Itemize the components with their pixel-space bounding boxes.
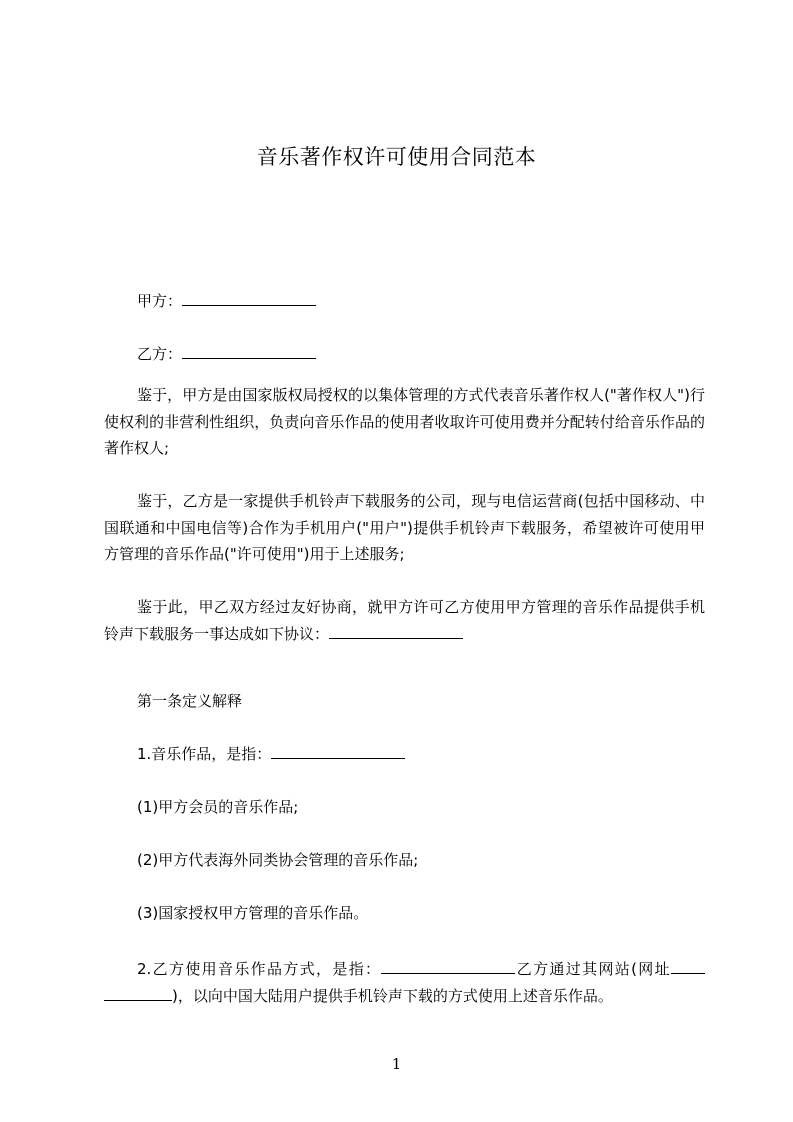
- recital-paragraph-2: 鉴于，乙方是一家提供手机铃声下载服务的公司，现与电信运营商(包括中国移动、中国联通和中国电信等)合作为手机用户("用户")提供手机铃声下载服务，希望被许可使用甲方管理的音乐作品("许可使用")用于上述服务;: [104, 492, 705, 563]
- definition-2-part-3: )，以向中国大陆用户提供手机铃声下载的方式使用上述音乐作品。: [172, 986, 613, 1005]
- party-a-blank: [182, 290, 316, 306]
- definition-1-item-2: (2)甲方代表海外同类协会管理的音乐作品;: [137, 851, 419, 869]
- definition-1-item-1: (1)甲方会员的音乐作品;: [137, 798, 299, 816]
- party-b-label: 乙方：: [137, 345, 183, 363]
- definition-2-paragraph: [104, 956, 705, 1009]
- definition-1-blank: [271, 743, 405, 759]
- recital-paragraph-3: [104, 594, 705, 647]
- party-b-line: [137, 341, 704, 367]
- definition-1-line: [137, 741, 704, 767]
- definition-1-label: 1.音乐作品，是指：: [137, 745, 272, 763]
- definition-2-website-blank-a: [671, 958, 705, 974]
- definition-2-website-blank-b: [104, 985, 172, 1001]
- party-a-label: 甲方：: [137, 292, 183, 310]
- definition-1-item-3: (3)国家授权甲方管理的音乐作品。: [137, 904, 369, 922]
- article-1-heading: 第一条定义解释: [137, 692, 243, 710]
- definition-2-part-2: 乙方通过其网站(网址: [515, 960, 671, 978]
- document-title: 音乐著作权许可使用合同范本: [256, 145, 537, 169]
- page-number: 1: [391, 1055, 402, 1073]
- recital-3-blank: [329, 623, 463, 639]
- party-b-blank: [182, 343, 316, 359]
- definition-2-part-1: 2.乙方使用音乐作品方式，是指：: [137, 960, 382, 978]
- recital-paragraph-1: 鉴于，甲方是由国家版权局授权的以集体管理的方式代表音乐著作权人("著作权人")行使权利的非营利性组织，负责向音乐作品的使用者收取许可使用费并分配转付给音乐作品的著作权人;: [104, 386, 705, 457]
- definition-2-blank-1: [381, 958, 515, 974]
- recital-3-text: 鉴于此，甲乙双方经过友好协商，就甲方许可乙方使用甲方管理的音乐作品提供手机铃声下载服务一事达成如下协议：: [104, 598, 705, 643]
- party-a-line: [137, 288, 704, 314]
